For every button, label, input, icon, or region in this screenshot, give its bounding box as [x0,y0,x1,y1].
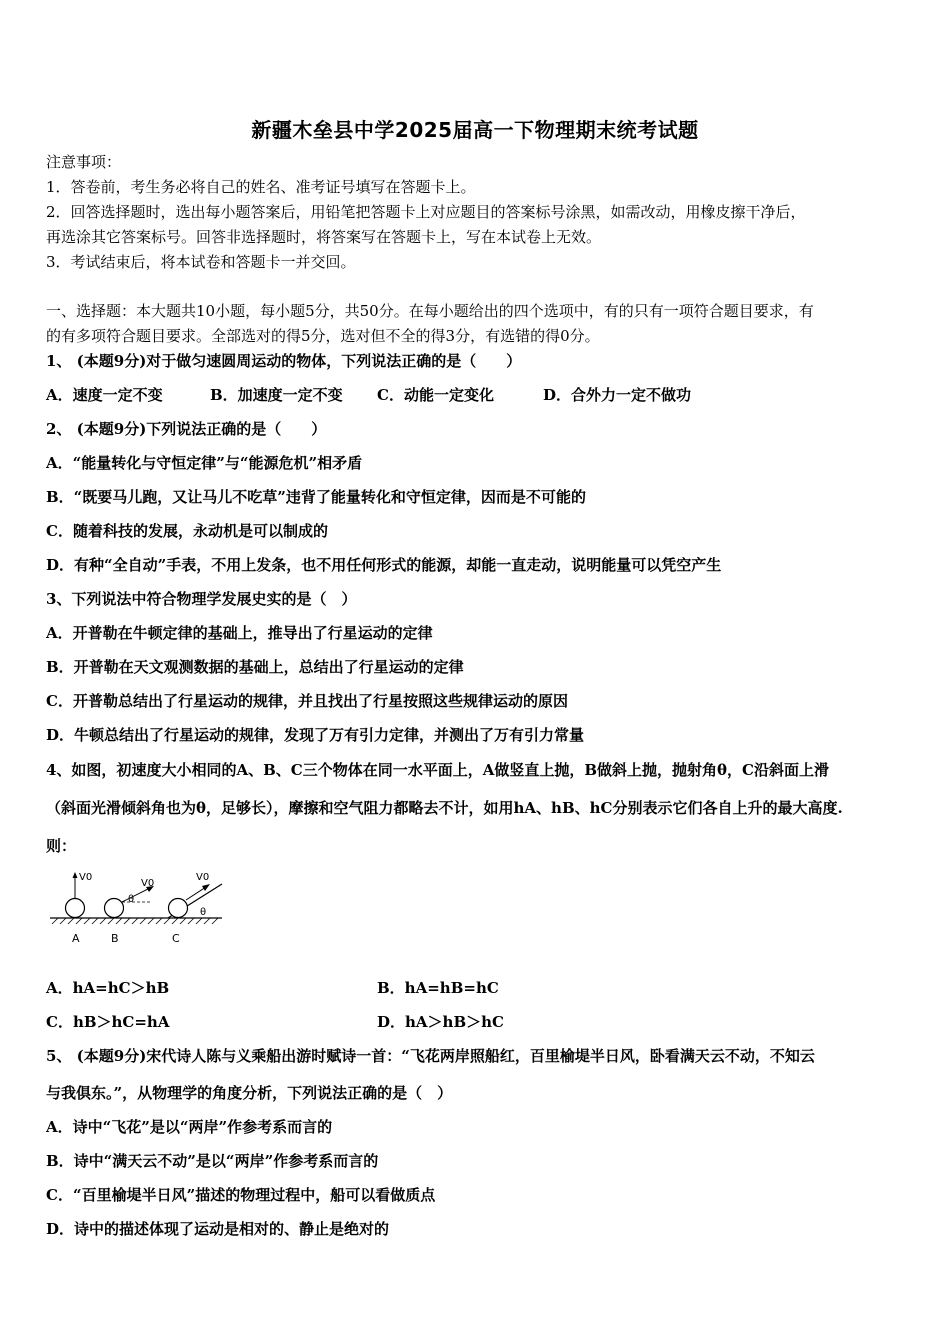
question-4-stem: （斜面光滑倾斜角也为θ，足够长），摩擦和空气阻力都略去不计，如用hA、hB、hC分别表示它们各自上升的最大高度. [46,799,843,817]
question-5-stem: 5、 (本题9分)宋代诗人陈与义乘船出游时赋诗一首：“飞花两岸照船红，百里榆堤半日风，卧看满天云不动，不知云 [46,1047,815,1065]
v0-label-b: V0 [141,878,155,889]
question-2-option-a: A．“能量转化与守恒定律”与“能源危机”相矛盾 [46,454,363,472]
question-5-option-d: D．诗中的描述体现了运动是相对的、静止是绝对的 [46,1220,390,1238]
question-4-option-a: A．hA=hC＞hB [46,979,170,997]
theta-label-b: θ [128,894,135,905]
question-3-option-d: D．牛顿总结出了行星运动的规律，发现了万有引力定律，并测出了万有引力常量 [46,726,585,744]
question-1-option-b: B．加速度一定不变 [210,386,343,404]
question-1-option-d: D．合外力一定不做功 [543,386,692,404]
theta-label-c: θ [200,907,207,918]
notice-item: 3．考试结束后，将本试卷和答题卡一并交回。 [46,253,356,271]
question-1-option-c: C．动能一定变化 [377,386,494,404]
question-3-option-b: B．开普勒在天文观测数据的基础上，总结出了行星运动的定律 [46,658,464,676]
section-intro: 的有多项符合题目要求。全部选对的得5分，选对但不全的得3分，有选错的得0分。 [46,327,600,345]
question-1-stem: 1、 (本题9分)对于做匀速圆周运动的物体，下列说法正确的是（ ） [46,352,522,370]
question-1-option-a: A．速度一定不变 [46,386,163,404]
object-label-c: C [172,932,180,945]
section-intro: 一、选择题：本大题共10小题，每小题5分，共50分。在每小题给出的四个选项中，有的只有一项符合题目要求，有 [46,302,814,320]
question-2-option-d: D．有种“全自动”手表，不用上发条，也不用任何形式的能源，却能一直走动，说明能量可以凭空产生 [46,556,722,574]
projectile-figure [46,866,226,948]
question-3-option-c: C．开普勒总结出了行星运动的规律，并且找出了行星按照这些规律运动的原因 [46,692,568,710]
v0-label-c: V0 [196,872,210,883]
v0-label-a: V0 [79,872,93,883]
question-4-stem: 则： [46,837,77,855]
exam-title: 新疆木垒县中学2025届高一下物理期末统考试题 [251,118,699,142]
question-2-option-b: B．“既要马儿跑，又让马儿不吃草”违背了能量转化和守恒定律，因而是不可能的 [46,488,586,506]
question-3-stem: 3、下列说法中符合物理学发展史实的是（ ） [46,590,357,608]
object-label-b: B [111,932,119,945]
question-2-stem: 2、 (本题9分)下列说法正确的是（ ） [46,420,327,438]
question-4-stem: 4、如图，初速度大小相同的A、B、C三个物体在同一水平面上，A做竖直上抛，B做斜上抛，抛射角θ，C沿斜面上滑 [46,761,829,779]
question-3-option-a: A．开普勒在牛顿定律的基础上，推导出了行星运动的定律 [46,624,433,642]
question-5-option-b: B．诗中“满天云不动”是以“两岸”作参考系而言的 [46,1152,379,1170]
question-5-option-c: C．“百里榆堤半日风”描述的物理过程中，船可以看做质点 [46,1186,436,1204]
question-5-stem: 与我俱东。”，从物理学的角度分析，下列说法正确的是（ ） [46,1084,453,1102]
question-4-option-b: B．hA=hB=hC [377,979,499,997]
notice-item: 再选涂其它答案标号。回答非选择题时，将答案写在答题卡上，写在本试卷上无效。 [46,228,602,246]
notice-heading: 注意事项： [46,153,122,171]
question-4-option-d: D．hA＞hB＞hC [377,1013,504,1031]
notice-item: 2．回答选择题时，选出每小题答案后，用铅笔把答题卡上对应题目的答案标号涂黑，如需改动，用橡皮擦干净后， [46,203,806,221]
question-2-option-c: C．随着科技的发展，永动机是可以制成的 [46,522,328,540]
question-5-option-a: A．诗中“飞花”是以“两岸”作参考系而言的 [46,1118,333,1136]
object-label-a: A [72,932,80,945]
question-4-option-c: C．hB＞hC=hA [46,1013,170,1031]
notice-item: 1．答卷前，考生务必将自己的姓名、准考证号填写在答题卡上。 [46,178,476,196]
